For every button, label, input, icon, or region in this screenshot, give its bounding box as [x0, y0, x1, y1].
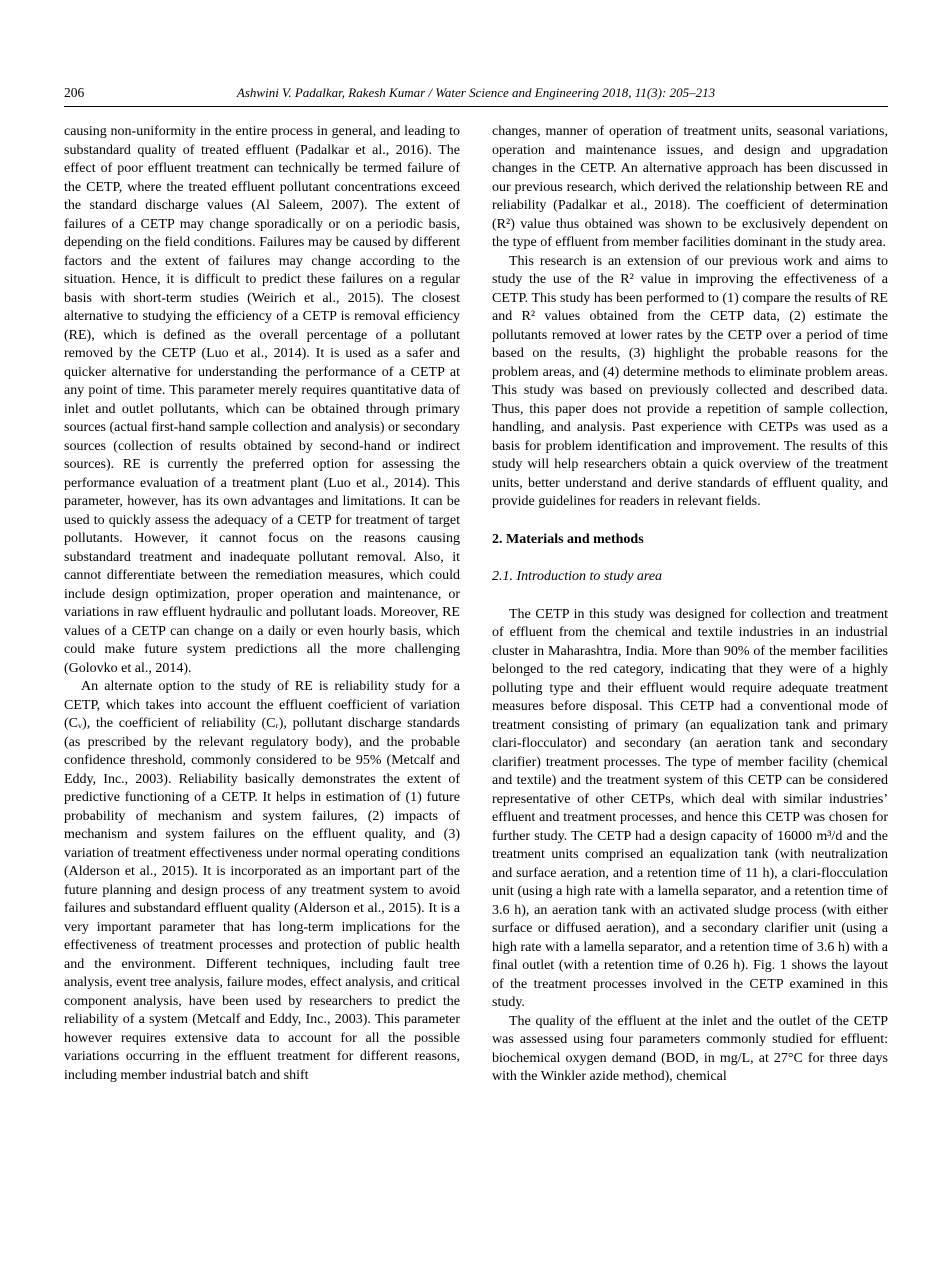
page-number: 206	[64, 85, 85, 100]
running-head: Ashwini V. Padalkar, Rakesh Kumar / Water Science and Engineering 2018, 11(3): 205–213	[236, 85, 716, 100]
paragraph-research-extension: This research is an extension of our previous work and aims to study the use of the R² value in improving the effectiveness of a CETP. This study has been performed to (1) compare the results of RE and R² values obtained from the CETP data, (2) estimate the pollutants removed at lower rates by the CETP over a period of time based on the results, (3) highlight the probable reasons for the problem areas, and (4) determine methods to eliminate problem areas. This study was based on previously collected and described data. Thus, this paper does not provide a repetition of sample collection, handling, and analysis. Past experience with CETPs was used as a basis for problem identification and improvement. The results of this study will help researchers obtain a quick overview of the treatment units, better understand and derive standards of effluent quality, and provide guidelines for readers in relevant fields.	[492, 253, 888, 509]
paragraph-effluent-quality: The quality of the effluent at the inlet and the outlet of the CETP was assessed using four parameters commonly studied for effluent: biochemical oxygen demand (BOD, in mg/L, at 27°C for three days with the Winkler azide method), chemical	[492, 1013, 888, 1084]
page-header	[64, 84, 888, 102]
paragraph-reliability-study: An alternate option to the study of RE is reliability study for a CETP, which takes into account the effluent coefficient of variation (Cᵥ), the coefficient of reliability (Cᵣ), pollutant discharge standards (as prescribed by the relevant regulatory body), and the probable confidence threshold, commonly considered to be 95% (Metcalf and Eddy, Inc., 2003). Reliability basically demonstrates the extent of predictive functioning of a CETP. It helps in estimation of (1) future probability of mechanism and system failures, (2) impacts of mechanism and system failures on the effluent quality, and (3) variation of treatment effectiveness under normal operating conditions (Alderson et al., 2015). It is incorporated as an important part of the future planning and design process of any treatment system to avoid failures and substandard effluent quality (Alderson et al., 2015). It is a very important parameter that has long-term implications for the effectiveness of treatment processes and protection of public health and the environment. Different techniques, including fault tree analysis, event tree analysis, failure modes, effect analysis, and critical component analysis, have been used by researchers to predict the reliability of a system (Metcalf and Eddy, Inc., 2003). This parameter however requires extensive data to account for all the possible variations occurring in the effluent treatment for different reasons, including member industrial batch and shift	[64, 679, 460, 1083]
left-column	[64, 123, 460, 1087]
header-rule	[64, 106, 888, 107]
article-body	[64, 123, 888, 1087]
paragraph-cetp-description: The CETP in this study was designed for collection and treatment of effluent from the chemical and textile industries in an industrial cluster in Maharashtra, India. More than 90% of the member facilities belonged to the red category, indicating that they were of a highly polluting type and their effluent would require adequate treatment measures before disposal. This CETP had a conventional mode of treatment consisting of primary (an equalization tank and primary clari-flocculator) and secondary (an aeration tank and secondary clarifier) treatment processes. The type of member facility (chemical and textile) and the treatment system of this CETP can be considered representative of other CETPs, which deal with similar industries’ effluent and treatment processes, and hence this CETP was chosen for further study. The CETP had a design capacity of 16000 m³/d and the treatment units comprised an equalization tank (with neutralization and surface aeration, and a retention time of 11 h), a clari-flocculation unit (using a high rate with a lamella separator, and a retention time of 3.6 h), an aeration tank with an activated sludge process (with either surface or diffused aeration), and a secondary clarifier unit (using a high rate with a lamella separator, and a retention time of 3.6 h) with a final outlet (with a retention time of 0.26 h). Fig. 1 shows the layout of the treatment processes involved in the CETP examined in this study.	[492, 606, 888, 1010]
section-heading-materials-and-methods: 2. Materials and methods	[492, 531, 644, 547]
paragraph-continuation: causing non-uniformity in the entire process in general, and leading to substandard quality of treated effluent (Padalkar et al., 2016). The effect of poor effluent treatment can technically be termed failure of the CETP, where the treated effluent pollutant concentrations exceed the standard discharge values (Al Saleem, 2007). The extent of failures of a CETP may change sporadically or on a periodic basis, depending on the field conditions. Failures may be caused by different factors and the extent of failures may change according to the situation. Hence, it is difficult to predict these failures on a regular basis with short-term studies (Weirich et al., 2015). The closest alternative to studying the efficiency of a CETP is removal efficiency (RE), which is defined as the overall percentage of a pollutant removed by the CETP (Luo et al., 2014). It is used as a safer and quicker alternative for understanding the performance of a CETP at any point of time. This parameter merely requires quantitative data of inlet and outlet pollutants, which can be obtained through primary sources (actual first-hand sample collection and analysis) or secondary sources (collection of results obtained by second-hand or indirect sources). RE is currently the preferred option for assessing the performance evaluation of a treatment plant (Luo et al., 2014). This parameter, however, has its own advantages and limitations. It can be used to quickly assess the adequacy of a CETP for treatment of target pollutants. However, it cannot focus on the reasons causing substandard treatment and inadequate pollutant removal. Also, it cannot differentiate between the remediation measures, which could include design optimization, proper operation and maintenance, or variations in raw effluent hydraulic and pollutant loads. Moreover, RE values of a CETP can change on a daily or even hourly basis, which could make future system predictions all the more challenging (Golovko et al., 2014).	[64, 124, 460, 676]
subsection-heading-introduction-to-study-area: 2.1. Introduction to study area	[492, 569, 663, 584]
paragraph-continuation: changes, manner of operation of treatment units, seasonal variations, operation and maintenance issues, and design and upgradation changes in the CETP. An alternative approach has been discussed in our previous research, which derived the relationship between RE and reliability (Padalkar et al., 2018). The coefficient of determination (R²) value thus obtained was shown to be exclusively dependent on the type of effluent from member facilities dominant in the study area.	[492, 124, 888, 250]
right-column	[492, 123, 888, 1087]
